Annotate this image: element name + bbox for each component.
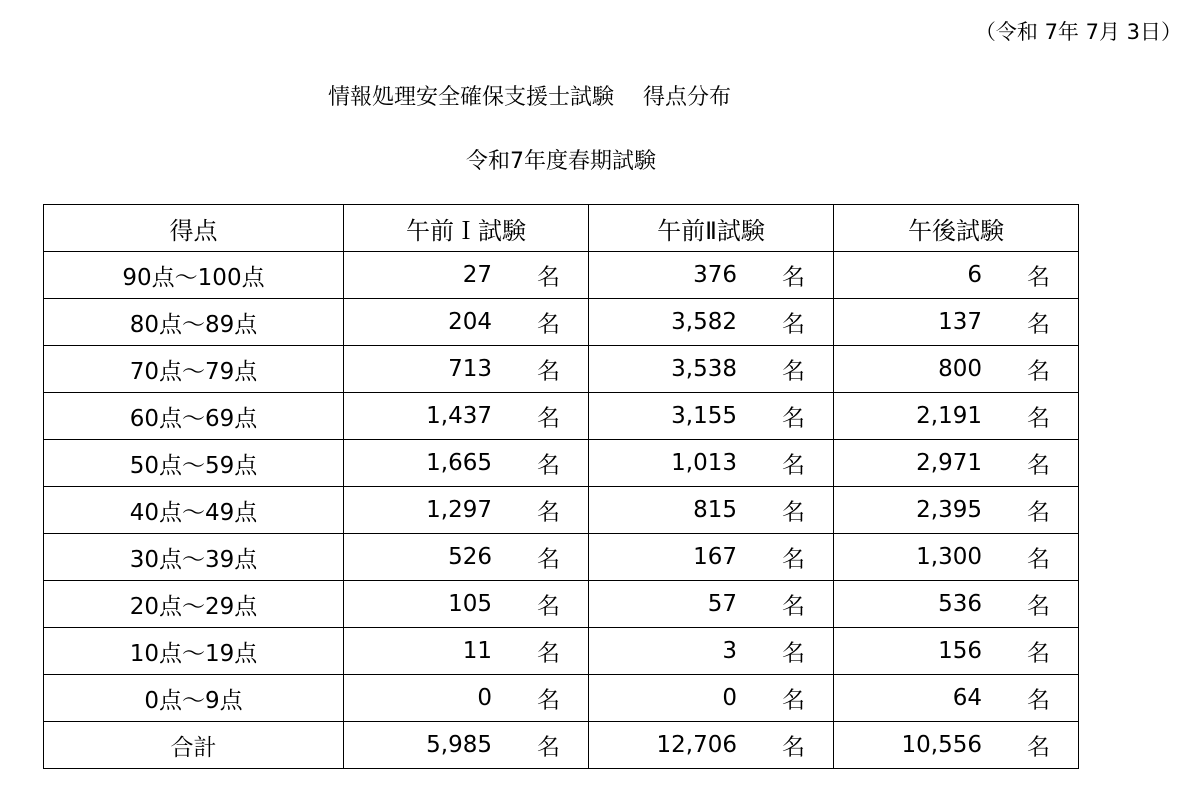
morning-2-cell <box>589 628 834 675</box>
unit-label: 名 <box>782 593 805 620</box>
morning-1-count: 0 <box>477 685 492 711</box>
unit-label: 名 <box>782 264 805 291</box>
unit-label: 名 <box>1027 358 1050 385</box>
unit-label: 名 <box>782 734 805 761</box>
total-morning-1-cell <box>344 722 589 769</box>
morning-2-cell <box>589 534 834 581</box>
unit-label: 名 <box>537 593 560 620</box>
afternoon-cell <box>834 675 1079 722</box>
unit-label: 名 <box>1027 264 1050 291</box>
unit-label: 名 <box>782 311 805 338</box>
afternoon-cell <box>834 487 1079 534</box>
morning-2-cell <box>589 581 834 628</box>
header-afternoon: 午後試験 <box>834 205 1079 252</box>
morning-2-count: 167 <box>693 544 737 570</box>
morning-1-cell <box>344 675 589 722</box>
afternoon-cell <box>834 299 1079 346</box>
unit-label: 名 <box>782 640 805 667</box>
unit-label: 名 <box>1027 546 1050 573</box>
morning-1-count: 11 <box>462 638 492 664</box>
score-range: 10点～19点 <box>44 628 344 675</box>
unit-label: 名 <box>537 452 560 479</box>
morning-1-cell <box>344 534 589 581</box>
morning-2-cell <box>589 346 834 393</box>
exam-session-subtitle: 令和7年度春期試験 <box>466 149 656 174</box>
morning-1-cell <box>344 346 589 393</box>
afternoon-count: 64 <box>952 685 982 711</box>
morning-2-count: 3,538 <box>671 356 737 382</box>
unit-label: 名 <box>1027 734 1050 761</box>
morning-2-cell <box>589 487 834 534</box>
table-row <box>44 440 1079 487</box>
unit-label: 名 <box>782 687 805 714</box>
unit-label: 名 <box>1027 687 1050 714</box>
afternoon-cell <box>834 252 1079 299</box>
afternoon-count: 800 <box>938 356 982 382</box>
morning-1-cell <box>344 581 589 628</box>
unit-label: 名 <box>782 452 805 479</box>
header-morning-1: 午前Ｉ試験 <box>344 205 589 252</box>
morning-2-count: 57 <box>707 591 737 617</box>
table-row <box>44 675 1079 722</box>
morning-1-count: 105 <box>448 591 492 617</box>
total-morning-1-count: 5,985 <box>426 732 492 758</box>
afternoon-count: 6 <box>967 262 982 288</box>
morning-2-count: 0 <box>722 685 737 711</box>
score-range: 80点～89点 <box>44 299 344 346</box>
afternoon-count: 137 <box>938 309 982 335</box>
morning-1-count: 526 <box>448 544 492 570</box>
unit-label: 名 <box>537 640 560 667</box>
document-title: 情報処理安全確保支援士試験 得点分布 <box>328 85 731 110</box>
afternoon-count: 1,300 <box>916 544 982 570</box>
total-morning-2-count: 12,706 <box>656 732 737 758</box>
morning-2-cell <box>589 252 834 299</box>
document-date: （令和 7年 7月 3日） <box>974 20 1182 44</box>
unit-label: 名 <box>537 687 560 714</box>
score-range: 40点～49点 <box>44 487 344 534</box>
morning-1-count: 1,297 <box>426 497 492 523</box>
header-morning-2: 午前Ⅱ試験 <box>589 205 834 252</box>
morning-2-count: 3 <box>722 638 737 664</box>
total-morning-2-cell <box>589 722 834 769</box>
score-range: 20点～29点 <box>44 581 344 628</box>
afternoon-count: 2,191 <box>916 403 982 429</box>
table-header-row <box>44 205 1079 252</box>
unit-label: 名 <box>537 264 560 291</box>
header-score: 得点 <box>44 205 344 252</box>
table-row <box>44 487 1079 534</box>
unit-label: 名 <box>1027 593 1050 620</box>
table-row <box>44 346 1079 393</box>
score-range: 30点～39点 <box>44 534 344 581</box>
table-row <box>44 581 1079 628</box>
total-afternoon-cell <box>834 722 1079 769</box>
morning-2-count: 376 <box>693 262 737 288</box>
afternoon-count: 536 <box>938 591 982 617</box>
score-distribution-table <box>43 204 1079 769</box>
table-row <box>44 393 1079 440</box>
morning-2-count: 1,013 <box>671 450 737 476</box>
afternoon-cell <box>834 393 1079 440</box>
morning-2-count: 815 <box>693 497 737 523</box>
unit-label: 名 <box>537 405 560 432</box>
total-label: 合計 <box>44 722 344 769</box>
morning-2-count: 3,582 <box>671 309 737 335</box>
unit-label: 名 <box>1027 640 1050 667</box>
afternoon-cell <box>834 628 1079 675</box>
score-range: 60点～69点 <box>44 393 344 440</box>
unit-label: 名 <box>782 546 805 573</box>
unit-label: 名 <box>1027 452 1050 479</box>
afternoon-cell <box>834 346 1079 393</box>
unit-label: 名 <box>537 734 560 761</box>
morning-1-cell <box>344 440 589 487</box>
morning-1-count: 713 <box>448 356 492 382</box>
total-afternoon-count: 10,556 <box>901 732 982 758</box>
unit-label: 名 <box>537 499 560 526</box>
morning-1-cell <box>344 299 589 346</box>
table-row <box>44 534 1079 581</box>
morning-1-count: 204 <box>448 309 492 335</box>
unit-label: 名 <box>537 546 560 573</box>
total-row <box>44 722 1079 769</box>
table-row <box>44 628 1079 675</box>
afternoon-cell <box>834 440 1079 487</box>
morning-1-cell <box>344 252 589 299</box>
unit-label: 名 <box>1027 405 1050 432</box>
table-row <box>44 299 1079 346</box>
morning-2-cell <box>589 440 834 487</box>
morning-1-count: 1,665 <box>426 450 492 476</box>
afternoon-count: 2,395 <box>916 497 982 523</box>
unit-label: 名 <box>1027 311 1050 338</box>
morning-1-count: 27 <box>462 262 492 288</box>
unit-label: 名 <box>1027 499 1050 526</box>
morning-1-count: 1,437 <box>426 403 492 429</box>
afternoon-count: 2,971 <box>916 450 982 476</box>
morning-2-cell <box>589 675 834 722</box>
score-range: 70点～79点 <box>44 346 344 393</box>
afternoon-count: 156 <box>938 638 982 664</box>
unit-label: 名 <box>782 499 805 526</box>
morning-2-cell <box>589 393 834 440</box>
unit-label: 名 <box>537 358 560 385</box>
unit-label: 名 <box>537 311 560 338</box>
afternoon-cell <box>834 581 1079 628</box>
unit-label: 名 <box>782 405 805 432</box>
morning-1-cell <box>344 393 589 440</box>
morning-2-cell <box>589 299 834 346</box>
score-range: 50点～59点 <box>44 440 344 487</box>
score-range: 90点～100点 <box>44 252 344 299</box>
morning-2-count: 3,155 <box>671 403 737 429</box>
unit-label: 名 <box>782 358 805 385</box>
table-row <box>44 252 1079 299</box>
morning-1-cell <box>344 628 589 675</box>
morning-1-cell <box>344 487 589 534</box>
score-range: 0点～9点 <box>44 675 344 722</box>
afternoon-cell <box>834 534 1079 581</box>
